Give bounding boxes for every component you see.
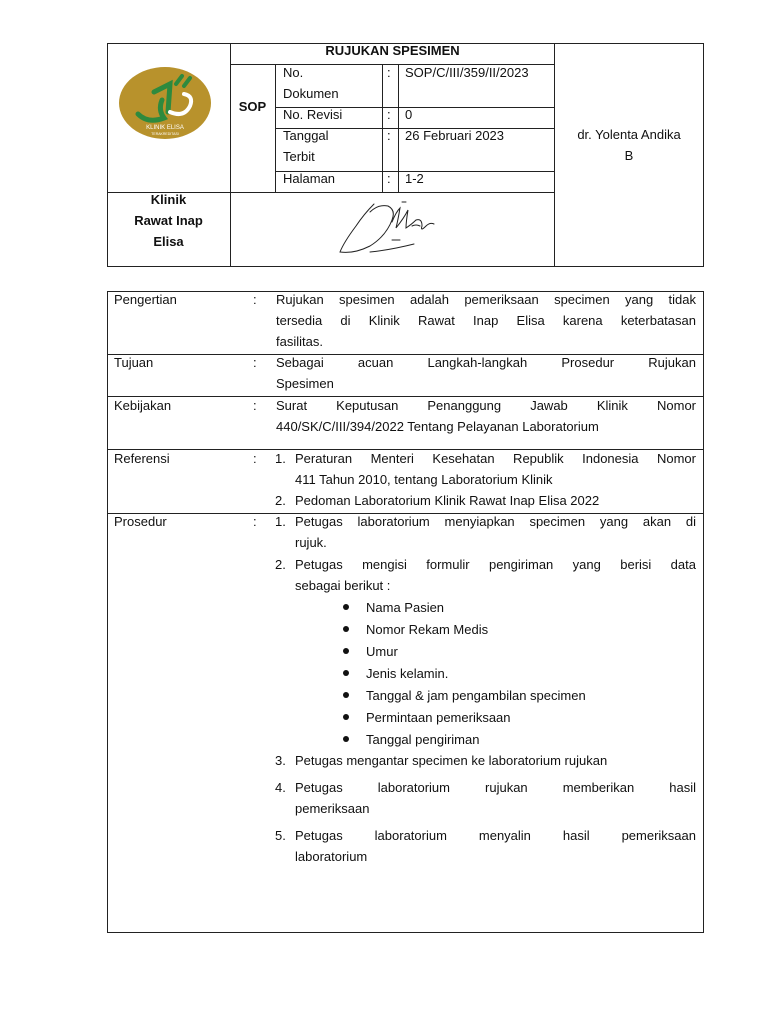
logo-text: KLINIK ELISA — [146, 125, 184, 131]
referensi-item-1-line-2: 411 Tahun 2010, tentang Laboratorium Klinik — [295, 472, 553, 487]
prosedur-item-4-line-1: Petugas laboratorium rujukan memberikan hasil — [295, 780, 696, 795]
kebijakan-line-1: Surat Keputusan Penanggung Jawab Klinik Nomor — [276, 398, 696, 413]
pengertian-line-1: Rujukan spesimen adalah pemeriksaan specimen yang tidak — [276, 292, 696, 307]
bullet-dot — [343, 714, 349, 720]
bullet-item-5: Tanggal & jam pengambilan specimen — [366, 688, 586, 703]
tujuan-line-2: Spesimen — [276, 376, 334, 391]
bullet-item-7: Tanggal pengiriman — [366, 732, 480, 747]
sep-kebijakan: : — [253, 398, 257, 413]
sep-referensi: : — [253, 451, 257, 466]
logo-subtext: TERAKREDITASI — [151, 132, 179, 136]
document-title: RUJUKAN SPESIMEN — [325, 43, 460, 58]
kebijakan-line-2: 440/SK/C/III/394/2022 Tentang Pelayanan Laboratorium — [276, 419, 599, 434]
referensi-num-2: 2. — [275, 493, 286, 508]
field-label-tanggal-terbit-1: Tanggal — [283, 128, 329, 143]
bullet-dot — [343, 648, 349, 654]
signature-icon — [330, 196, 460, 262]
pengertian-line-2: tersedia di Klinik Rawat Inap Elisa karena keterbatasan — [276, 313, 696, 328]
field-value-tanggal-terbit: 26 Februari 2023 — [405, 128, 505, 143]
signatory-line-2: B — [624, 148, 634, 163]
sop-label: SOP — [238, 99, 267, 114]
field-sep-halaman: : — [387, 171, 391, 186]
prosedur-item-2-line-2: sebagai berikut : — [295, 578, 391, 593]
bullet-item-2: Nomor Rekam Medis — [366, 622, 489, 637]
field-label-no-dokumen-2: Dokumen — [283, 86, 339, 101]
bullet-dot — [343, 604, 349, 610]
prosedur-num-3: 3. — [275, 753, 286, 768]
referensi-item-1-line-1: Peraturan Menteri Kesehatan Republik Indonesia Nomor — [295, 451, 696, 466]
field-value-halaman: 1-2 — [405, 171, 424, 186]
field-sep-no-dokumen: : — [387, 65, 391, 80]
tujuan-line-1: Sebagai acuan Langkah-langkah Prosedur Rujukan — [276, 355, 696, 370]
sep-tujuan: : — [253, 355, 257, 370]
referensi-num-1: 1. — [275, 451, 286, 466]
klinik-elisa-logo-icon — [118, 66, 212, 140]
signatory-line-1: dr. Yolenta Andika — [577, 127, 681, 142]
field-label-no-revisi: No. Revisi — [283, 107, 343, 122]
field-value-no-dokumen: SOP/C/III/359/II/2023 — [405, 65, 529, 80]
label-tujuan: Tujuan — [114, 355, 154, 370]
clinic-name-line-1: Klinik — [150, 192, 187, 207]
pengertian-line-3: fasilitas. — [276, 334, 323, 349]
clinic-logo — [118, 66, 212, 140]
field-label-halaman: Halaman — [283, 171, 336, 186]
prosedur-item-2-line-1: Petugas mengisi formulir pengiriman yang berisi data — [295, 557, 696, 572]
field-label-no-dokumen-1: No. — [283, 65, 304, 80]
bullet-item-1: Nama Pasien — [366, 600, 445, 615]
bullet-dot — [343, 670, 349, 676]
sep-prosedur: : — [253, 514, 257, 529]
bullet-item-6: Permintaan pemeriksaan — [366, 710, 511, 725]
clinic-name-line-2: Rawat Inap — [134, 213, 203, 228]
prosedur-num-5: 5. — [275, 828, 286, 843]
prosedur-item-1-line-2: rujuk. — [295, 535, 327, 550]
prosedur-num-2: 2. — [275, 557, 286, 572]
label-prosedur: Prosedur — [114, 514, 167, 529]
label-kebijakan: Kebijakan — [114, 398, 172, 413]
bullet-dot — [343, 736, 349, 742]
prosedur-item-1-line-1: Petugas laboratorium menyiapkan specimen yang akan di — [295, 514, 696, 529]
bullet-item-3: Umur — [366, 644, 398, 659]
clinic-name-line-3: Elisa — [153, 234, 184, 249]
field-sep-tanggal-terbit: : — [387, 128, 391, 143]
prosedur-num-4: 4. — [275, 780, 286, 795]
label-pengertian: Pengertian — [114, 292, 177, 307]
label-referensi: Referensi — [114, 451, 170, 466]
field-label-tanggal-terbit-2: Terbit — [283, 149, 315, 164]
referensi-item-2-line-1: Pedoman Laboratorium Klinik Rawat Inap Elisa 2022 — [295, 493, 600, 508]
field-sep-no-revisi: : — [387, 107, 391, 122]
bullet-dot — [343, 692, 349, 698]
prosedur-item-4-line-2: pemeriksaan — [295, 801, 370, 816]
prosedur-item-5-line-1: Petugas laboratorium menyalin hasil pemeriksaan — [295, 828, 696, 843]
signature — [330, 196, 460, 262]
prosedur-item-3-line-1: Petugas mengantar specimen ke laboratorium rujukan — [295, 753, 608, 768]
prosedur-item-5-line-2: laboratorium — [295, 849, 368, 864]
bullet-dot — [343, 626, 349, 632]
sep-pengertian: : — [253, 292, 257, 307]
prosedur-num-1: 1. — [275, 514, 286, 529]
field-value-no-revisi: 0 — [405, 107, 413, 122]
bullet-item-4: Jenis kelamin. — [366, 666, 449, 681]
